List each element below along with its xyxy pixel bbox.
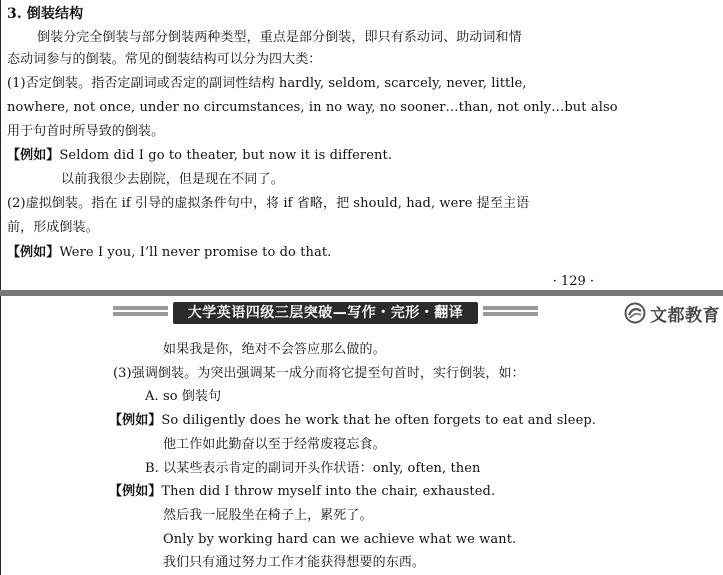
example4-row	[109, 482, 495, 502]
sub-point-a: A. so 倒装句	[145, 389, 222, 404]
header-decor-left	[113, 306, 168, 320]
publisher-logo	[624, 300, 720, 326]
page-number: · 129 ·	[552, 274, 594, 289]
example1-row	[7, 146, 392, 166]
example-tag: 【例如】	[7, 148, 60, 163]
intro-line-1: 倒装分完全倒装与部分倒装两种类型，重点是部分倒装，即只有系动词、助动词和情	[37, 30, 522, 45]
logo-text: 文都教育	[650, 305, 720, 326]
example2-row	[7, 243, 331, 263]
line1-zh: 如果我是你，绝对不会答应那么做的。	[163, 342, 386, 357]
example5-zh: 我们只有通过努力工作才能获得想要的东西。	[163, 555, 426, 570]
example1-zh: 以前我很少去剧院，但是现在不同了。	[61, 172, 284, 187]
item1-line-1: (1)否定倒装。指否定副词或否定的副词性结构 hardly, seldom, scarcely, never, little,	[7, 76, 527, 91]
item1-line-2: nowhere, not once, under no circumstances, in no way, no sooner…than, not only…but also	[7, 100, 618, 115]
example-tag: 【例如】	[109, 484, 162, 499]
header-decor-right	[483, 306, 538, 320]
example1-en: Seldom did I go to theater, but now it is different.	[59, 148, 393, 163]
example-tag: 【例如】	[7, 245, 60, 260]
book-title-banner: 大学英语四级三层突破—写作・完形・翻译	[173, 302, 478, 324]
example5-en: Only by working hard can we achieve what we want.	[163, 532, 517, 547]
example3-row	[109, 411, 596, 431]
wendu-logo-icon	[624, 302, 646, 324]
example4-zh: 然后我一屁股坐在椅子上，累死了。	[163, 508, 373, 523]
example4-en: Then did I throw myself into the chair, exhausted.	[161, 484, 496, 499]
example3-zh: 他工作如此勤奋以至于经常废寝忘食。	[163, 437, 386, 452]
example-tag: 【例如】	[109, 413, 162, 428]
sub-point-b: B. 以某些表示肯定的副词开头作状语：only, often, then	[145, 461, 481, 476]
example3-en: So diligently does he work that he often forgets to eat and sleep.	[161, 413, 597, 428]
page-130	[0, 296, 723, 575]
example2-en: Were I you, I’ll never promise to do that.	[59, 245, 332, 260]
item2-line-2: 前，形成倒装。	[7, 220, 99, 235]
item2-line-1: (2)虚拟倒装。指在 if 引导的虚拟条件句中，将 if 省略，把 should, had, were 提至主语	[7, 196, 530, 211]
item3-line: (3)强调倒装。为突出强调某一成分而将它提至句首时，实行倒装，如：	[113, 366, 525, 381]
running-header	[113, 302, 613, 324]
section-heading: 3. 倒装结构	[7, 6, 84, 22]
item1-line-3: 用于句首时所导致的倒装。	[7, 124, 165, 139]
intro-line-2: 态动词参与的倒装。常见的倒装结构可以分为四大类：	[7, 52, 322, 67]
